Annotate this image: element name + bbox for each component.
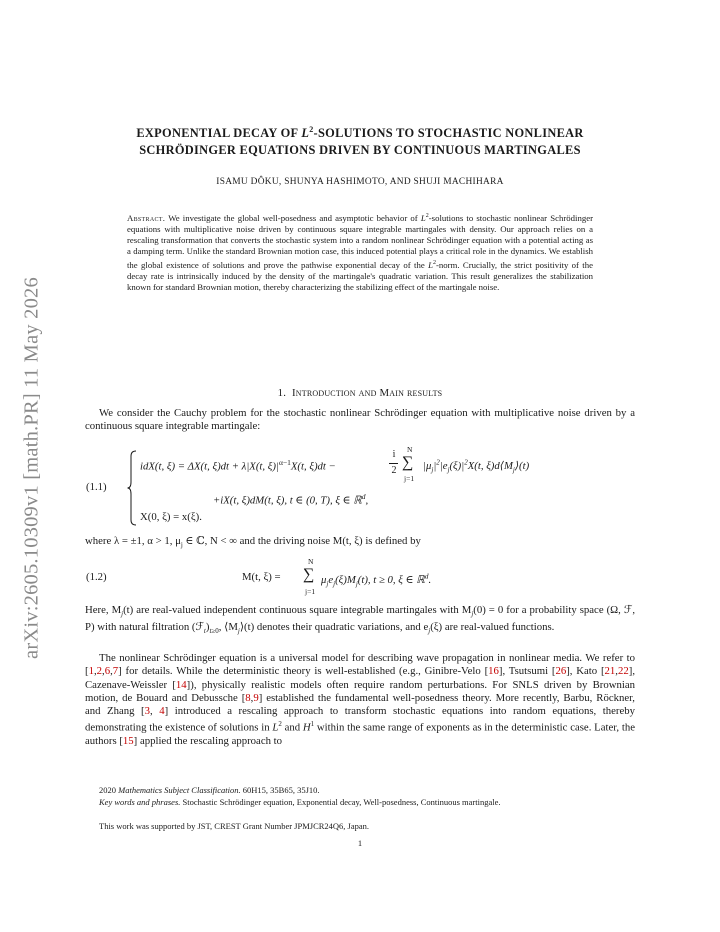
- equation-1-2-rhs: $\mu_je_j(\xi)M_j(t)$, t ≥ 0, ξ ∈ ℝ$^d$.: [321, 571, 432, 588]
- para-text: , ⟨M: [218, 621, 238, 634]
- eq-text: idX(t, ξ) = ΔX(t, ξ)dt + λ|X(t, ξ)|: [140, 460, 279, 473]
- eq-text: X(t, ξ)d⟨M: [467, 459, 513, 472]
- para-text: ] applied the rescaling approach to: [133, 735, 283, 748]
- citation-link[interactable]: 21: [604, 665, 616, 678]
- fn-text: Mathematics Subject Classification.: [118, 785, 241, 795]
- para-text: ⟩(t) denotes their quadratic variations, and e: [239, 621, 429, 634]
- eq-text: +iX(t, ξ)dM(t, ξ), t ∈ (0, T), ξ ∈ ℝ: [213, 494, 362, 507]
- para-text: ]), physically realistic models often require random perturbations. For SNLS driven by Brownian motion, de Bouard and Debussche [: [85, 678, 635, 704]
- para-text: ], Cazenave-Weissler [: [85, 665, 636, 691]
- citation-link[interactable]: 6: [104, 665, 111, 678]
- keywords-footnote: [85, 797, 635, 808]
- sum-upper-limit: N: [308, 557, 314, 566]
- eq-exponent: d: [361, 492, 366, 501]
- citation-link[interactable]: 9: [253, 691, 259, 704]
- para-text: ], Tsutsumi [: [498, 665, 556, 678]
- citation-link[interactable]: 2: [96, 665, 103, 678]
- sum-upper-limit: N: [407, 445, 413, 454]
- abstract-text: -norm. Crucially, the strict positivity of the decay rate is intrinsically induced by the density of the martingale's quadratic variation. This result generalizes the stabilization known for standard Brownian motion, thereby characterizing the stabilizing effect of the martingale noise.: [127, 259, 593, 292]
- eq-text: X(t, ξ)dt −: [290, 460, 336, 473]
- para-text: ] established the fundamental well-posedness theory. More recently, Barbu, Röckner, and Zhang [: [85, 691, 635, 718]
- para-text: and: [281, 722, 303, 735]
- sum-lower-limit: j=1: [404, 474, 415, 483]
- eq-text: (t), t ≥ 0, ξ ∈ ℝ: [357, 573, 425, 586]
- citation-link[interactable]: 16: [488, 665, 499, 678]
- equation-label-1-1: (1.1): [86, 481, 107, 493]
- equation-1-2-lhs: M(t, ξ) =: [242, 571, 281, 583]
- citation-link[interactable]: 1: [88, 665, 94, 678]
- frac-denominator: 2: [391, 465, 397, 476]
- eq-text: (ξ)|: [449, 459, 465, 472]
- citation-link[interactable]: 22: [617, 665, 629, 678]
- eq-text: ⟩(t): [514, 459, 530, 472]
- arxiv-id-text: arXiv:2605.10309v1 [math.PR] 11 May 2026: [20, 277, 43, 659]
- para-text: ], Kato [: [566, 665, 605, 678]
- title-part: -SOLUTIONS TO STOCHASTIC NONLINEAR: [313, 126, 584, 141]
- system-brace: [127, 450, 137, 526]
- definitions-paragraph: Here, $M_j(t)$ are real-valued independent continuous square integrable martingales with $M_j(0) = 0$ for a probability space (Ω, ℱ, P) with natural filtration $(ℱ_t)_{t\ge 0}$, $⟨M_j⟩(t)$ denotes their quadratic variations, and $e_j(\xi)$ are real-valued functions.: [85, 604, 636, 636]
- sum-lower-limit: j=1: [305, 587, 316, 596]
- frac-numerator: i: [392, 449, 396, 460]
- para-text: ): [205, 621, 210, 634]
- citation-link[interactable]: 14: [175, 678, 187, 691]
- where-text: ∈ ℂ, N < ∞ and the driving noise M(t, ξ) is defined by: [182, 535, 421, 547]
- eq-text: |e: [439, 459, 448, 472]
- eq-text: (ξ)M: [335, 573, 356, 586]
- msc-footnote: [85, 785, 635, 796]
- frac-bar: [389, 463, 398, 464]
- section-heading: [60, 387, 660, 399]
- equation-1-1-line-2: +iX(t, ξ)dM(t, ξ), t ∈ (0, T), ξ ∈ ℝ$^d$,: [213, 492, 369, 507]
- para-text: within the same range of exponents as in the deterministic case. Later, the authors [: [85, 722, 635, 748]
- fn-text: Key words and phrases.: [99, 797, 181, 807]
- section-title: Introduction and Main results: [291, 387, 443, 399]
- fn-text: 2020: [99, 785, 119, 795]
- citation-link[interactable]: 3: [144, 705, 151, 718]
- summation-sign: ∑: [402, 454, 414, 471]
- summation-sign: ∑: [303, 566, 315, 583]
- para-text: The nonlinear Schrödinger equation is a universal model for describing wave propagation in nonlinear media. We refer to [: [85, 652, 635, 678]
- page-number: 1: [357, 838, 363, 848]
- para-text: (0) = 0 for a probability space (Ω, ℱ, P) with natural filtration (ℱ: [85, 604, 636, 634]
- where-line: where λ = ±1, α > 1, $\mu_j$ ∈ ℂ, N < ∞ and the driving noise M(t, ξ) is defined by: [85, 535, 421, 550]
- eq-exponent: α−1: [278, 458, 291, 467]
- equation-1-1-line-3: X(0, ξ) = x(ξ).: [140, 511, 202, 523]
- paper-title: [60, 121, 660, 159]
- background-paragraph: The nonlinear Schrödinger equation is a universal model for describing wave propagation in nonlinear media. We refer to [1,2,6,7] for details. While the deterministic theory is well-established (e.g., Ginibre-Velo [16], Tsutsumi [26], Kato [21,22], Cazenave-Weissler [14]), physically realistic models often require random perturbations. For SNLS driven by Brownian motion, de Bouard and Debussche [8,9] established the fundamental well-posedness theory. More recently, Barbu, Röckner, and Zhang [3, 4] introduced a rescaling approach to transform stochastic equations into random equations, thereby demonstrating the existence of solutions in $L^2$ and $H^1$ within the same range of exponents as in the deterministic case. Later, the authors [15] applied the rescaling approach to: [85, 652, 636, 748]
- citation-link[interactable]: 8: [245, 691, 251, 704]
- arxiv-identifier-stamp: [20, 245, 44, 691]
- eq-text: |: [433, 459, 437, 472]
- where-text: where λ = ±1, α > 1, μ: [85, 535, 181, 547]
- intro-paragraph: We consider the Cauchy problem for the stochastic nonlinear Schrödinger equation with multiplicative noise driven by a continuous square integrable martingale:: [85, 407, 635, 433]
- citation-link[interactable]: 7: [112, 665, 119, 678]
- section-number: 1.: [277, 387, 287, 399]
- para-text: Here, M: [85, 604, 122, 616]
- citation-link[interactable]: 26: [555, 665, 567, 678]
- eq-text: μ: [321, 573, 327, 586]
- equation-label-1-2: (1.2): [86, 571, 107, 583]
- para-text: (ξ) are real-valued functions.: [430, 621, 555, 634]
- citation-link[interactable]: 15: [122, 735, 134, 748]
- abstract-text: We investigate the global well-posedness and asymptotic behavior of: [165, 212, 421, 223]
- para-text: ] introduced a rescaling approach to transform stochastic equations into random equations, thereby demonstrating the existence of solutions in: [85, 705, 635, 735]
- fn-text: Stochastic Schrödinger equation, Exponential decay, Well-posedness, Continuous martingale.: [180, 797, 501, 807]
- citation-link[interactable]: 4: [159, 705, 165, 718]
- abstract-text: -solutions to stochastic nonlinear Schrödinger equations with multiplicative noise driven by continuous square integrable martingales with density. Our approach relies on a rescaling transformation that converts the stochastic system into a random nonlinear Schrödinger equation with a potential acting as a damping term. Unlike the standard Brownian motion case, this induced potential plays a critical role in the dynamics. We establish the global existence of solutions and prove the pathwise exponential decay of the: [127, 212, 593, 270]
- eq-text: |μ: [423, 459, 432, 472]
- para-text: ] for details. While the deterministic theory is well-established (e.g., Ginibre-Velo [: [118, 665, 489, 678]
- title-part: EXPONENTIAL DECAY OF: [136, 126, 302, 141]
- equation-1-1-line-1-tail: $|\mu_j|^2|e_j(\xi)|^2X(t$, $\xi)d⟨M_j⟩(t)$: [423, 458, 530, 474]
- funding-footnote: This work was supported by JST, CREST Grant Number JPMJCR24Q6, Japan.: [99, 821, 370, 831]
- abstract-label: Abstract.: [127, 212, 166, 223]
- author-list: ISAMU DÔKU, SHUNYA HASHIMOTO, AND SHUJI MACHIHARA: [216, 177, 504, 187]
- para-text: (t) are real-valued independent continuous square integrable martingales with M: [123, 604, 472, 616]
- title-line-2: SCHRÖDINGER EQUATIONS DRIVEN BY CONTINUOUS MARTINGALES: [139, 143, 581, 158]
- title-line-1: EXPONENTIAL DECAY OF $L^2$-SOLUTIONS TO STOCHASTIC NONLINEAR: [136, 125, 584, 141]
- abstract: Abstract. We investigate the global well-posedness and asymptotic behavior of $L^2$-solutions to stochastic nonlinear Schrödinger equations with multiplicative noise driven by continuous square integrable martingales with density. Our approach relies on a rescaling transformation that converts the stochastic system into a random nonlinear Schrödinger equation with a potential acting as a damping term. Unlike the standard Brownian motion case, this induced potential plays a critical role in the dynamics. We establish the global existence of solutions and prove the pathwise exponential decay of the $L^2$-norm. Crucially, the strict positivity of the decay rate is intrinsically induced by the density of the martingale's quadratic variation. This result generalizes the stabilization known for standard Brownian motion, thereby characterizing the stabilizing effect of the martingale noise.: [127, 212, 593, 292]
- eq-text: e: [328, 573, 334, 586]
- equation-1-1-line-1: [140, 458, 336, 473]
- fn-text: 60H15, 35B65, 35J10.: [240, 785, 320, 795]
